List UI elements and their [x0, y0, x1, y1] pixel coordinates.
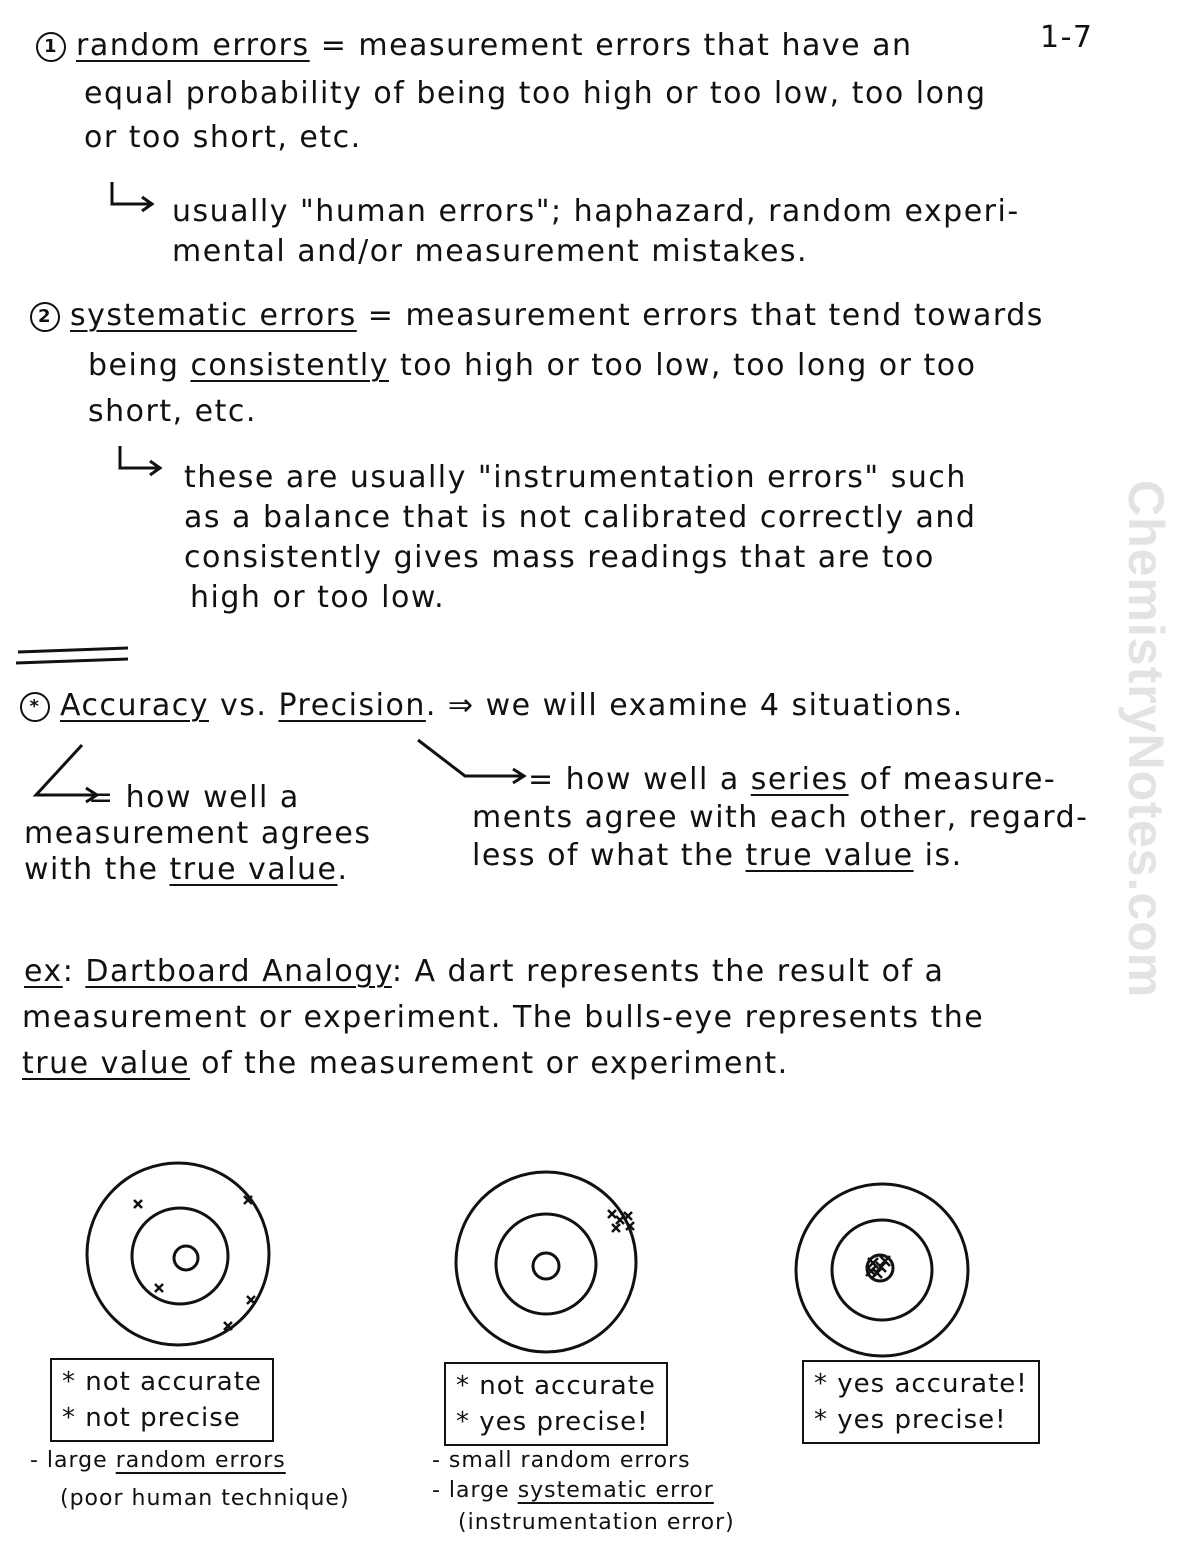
implies-arrow: ⇒ [447, 688, 475, 723]
accuracy-def-with-the: with the [24, 852, 170, 887]
example-line-1-rest: : A dart represents the result of a [391, 954, 945, 989]
dartboard-analogy-title: Dartboard Analogy [85, 954, 392, 989]
dartboard-1-accuracy: * not accurate [62, 1367, 262, 1397]
divider-line-bottom [16, 659, 128, 663]
section-2-line-2-start: being [88, 348, 191, 383]
accuracy-term: Accuracy [60, 688, 209, 723]
section-2-note-line-2: as a balance that is not calibrated correctly and [184, 500, 977, 535]
ex-label: ex [24, 954, 63, 989]
page-number: 1-7 [1040, 20, 1094, 55]
dartboard-1-note-large: - large [30, 1448, 116, 1473]
examine-text: we will examine 4 situations. [485, 688, 964, 723]
example-line-3-rest: of the measurement or experiment. [190, 1046, 789, 1081]
section-2-note-line-3: consistently gives mass readings that are too [184, 540, 935, 575]
dartboard-1-note-line-2: (poor human technique) [60, 1486, 350, 1511]
section-2-note-line-4: high or too low. [190, 580, 446, 615]
precision-def-less: less of what the [472, 838, 746, 873]
star-badge: * [20, 692, 50, 722]
dartboard-2 [456, 1172, 636, 1352]
systematic-errors-definition: = measurement errors that tend towards [367, 298, 1044, 333]
random-errors-definition: = measurement errors that have an [320, 28, 913, 63]
dartboard-3 [796, 1184, 968, 1356]
dartboard-1-verdict-box [50, 1358, 274, 1442]
ex-colon: : [62, 954, 86, 989]
accuracy-true-value: true value [169, 852, 338, 887]
precision-def-line-2: ments agree with each other, regard- [472, 800, 1089, 835]
dartboard-2-middle-ring [496, 1214, 596, 1314]
section-1-number: 1 [36, 32, 66, 62]
consistently-underlined: consistently [190, 348, 389, 383]
dartboard-3-precision: * yes precise! [814, 1405, 1007, 1435]
dartboard-2-note-line-2 [432, 1476, 714, 1506]
dartboard-2-note-line-1: - small random errors [432, 1448, 691, 1473]
section-1-line-2: equal probability of being too high or too low, too long [84, 76, 987, 111]
dartboard-1-middle-ring [132, 1208, 228, 1304]
example-line-1 [24, 950, 944, 994]
dartboard-2-verdict-box [444, 1362, 668, 1446]
dartboard-1-bullseye [174, 1246, 198, 1270]
accuracy-arrow [36, 745, 95, 795]
systematic-errors-term: systematic errors [70, 298, 357, 333]
dartboard-2-accuracy: * not accurate [456, 1371, 656, 1401]
watermark-text: ChemistryNotes.com [1118, 480, 1174, 999]
precision-arrow [418, 740, 522, 776]
vs-text: vs. [208, 688, 279, 723]
dartboard-2-note-large: - large [432, 1478, 518, 1503]
section-2-line-2-end: too high or too low, too long or too [388, 348, 977, 383]
accuracy-precision-heading [20, 684, 964, 728]
section-1-heading [36, 24, 913, 68]
precision-true-value: true value [745, 838, 914, 873]
example-line-3 [22, 1042, 789, 1086]
heading-period: . [425, 688, 437, 723]
example-true-value: true value [22, 1046, 191, 1081]
dartboard-3-middle-ring [832, 1220, 932, 1320]
precision-def-start: = how well a [528, 762, 751, 797]
dartboard-3-outer-ring [796, 1184, 968, 1356]
dartboard-2-precision: * yes precise! [456, 1407, 649, 1437]
section-1-note-line-2: mental and/or measurement mistakes. [172, 234, 809, 269]
hook-arrow-1 [112, 182, 150, 204]
random-errors-term: random errors [76, 28, 310, 63]
dartboard-1-random-errors: random errors [115, 1448, 286, 1473]
section-2-line-3: short, etc. [88, 394, 257, 429]
precision-def-is: is. [913, 838, 963, 873]
dartboard-3-verdict-box [802, 1360, 1040, 1444]
accuracy-def-line-1: = how well a [88, 780, 300, 815]
dartboard-2-note-line-3: (instrumentation error) [458, 1510, 735, 1535]
hook-arrow-2 [120, 446, 158, 468]
section-1-line-3: or too short, etc. [84, 120, 362, 155]
dartboard-3-accuracy: * yes accurate! [814, 1369, 1028, 1399]
section-2-line-2 [88, 344, 977, 388]
dartboard-2-bullseye [533, 1253, 559, 1279]
section-2-heading [30, 294, 1044, 338]
section-1-note-line-1: usually "human errors"; haphazard, random experi- [172, 194, 1020, 229]
accuracy-def-line-2: measurement agrees [24, 816, 372, 851]
dartboard-1-precision: * not precise [62, 1403, 241, 1433]
series-underlined: series [750, 762, 849, 797]
section-2-number: 2 [30, 302, 60, 332]
dartboard-1 [87, 1163, 269, 1345]
example-line-2: measurement or experiment. The bulls-eye represents the [22, 1000, 985, 1035]
dartboard-1-note-line-1 [30, 1446, 286, 1476]
divider-line-top [18, 648, 128, 652]
section-2-note-line-1: these are usually "instrumentation errors" such [184, 460, 967, 495]
precision-def-measure: of measure- [848, 762, 1057, 797]
dartboard-2-outer-ring [456, 1172, 636, 1352]
accuracy-def-period: . [337, 852, 349, 887]
dartboard-2-systematic-error: systematic error [517, 1478, 714, 1503]
precision-term: Precision [278, 688, 426, 723]
accuracy-def-line-3 [24, 848, 349, 892]
dartboard-1-outer-ring [87, 1163, 269, 1345]
precision-def-line-3 [472, 834, 963, 878]
